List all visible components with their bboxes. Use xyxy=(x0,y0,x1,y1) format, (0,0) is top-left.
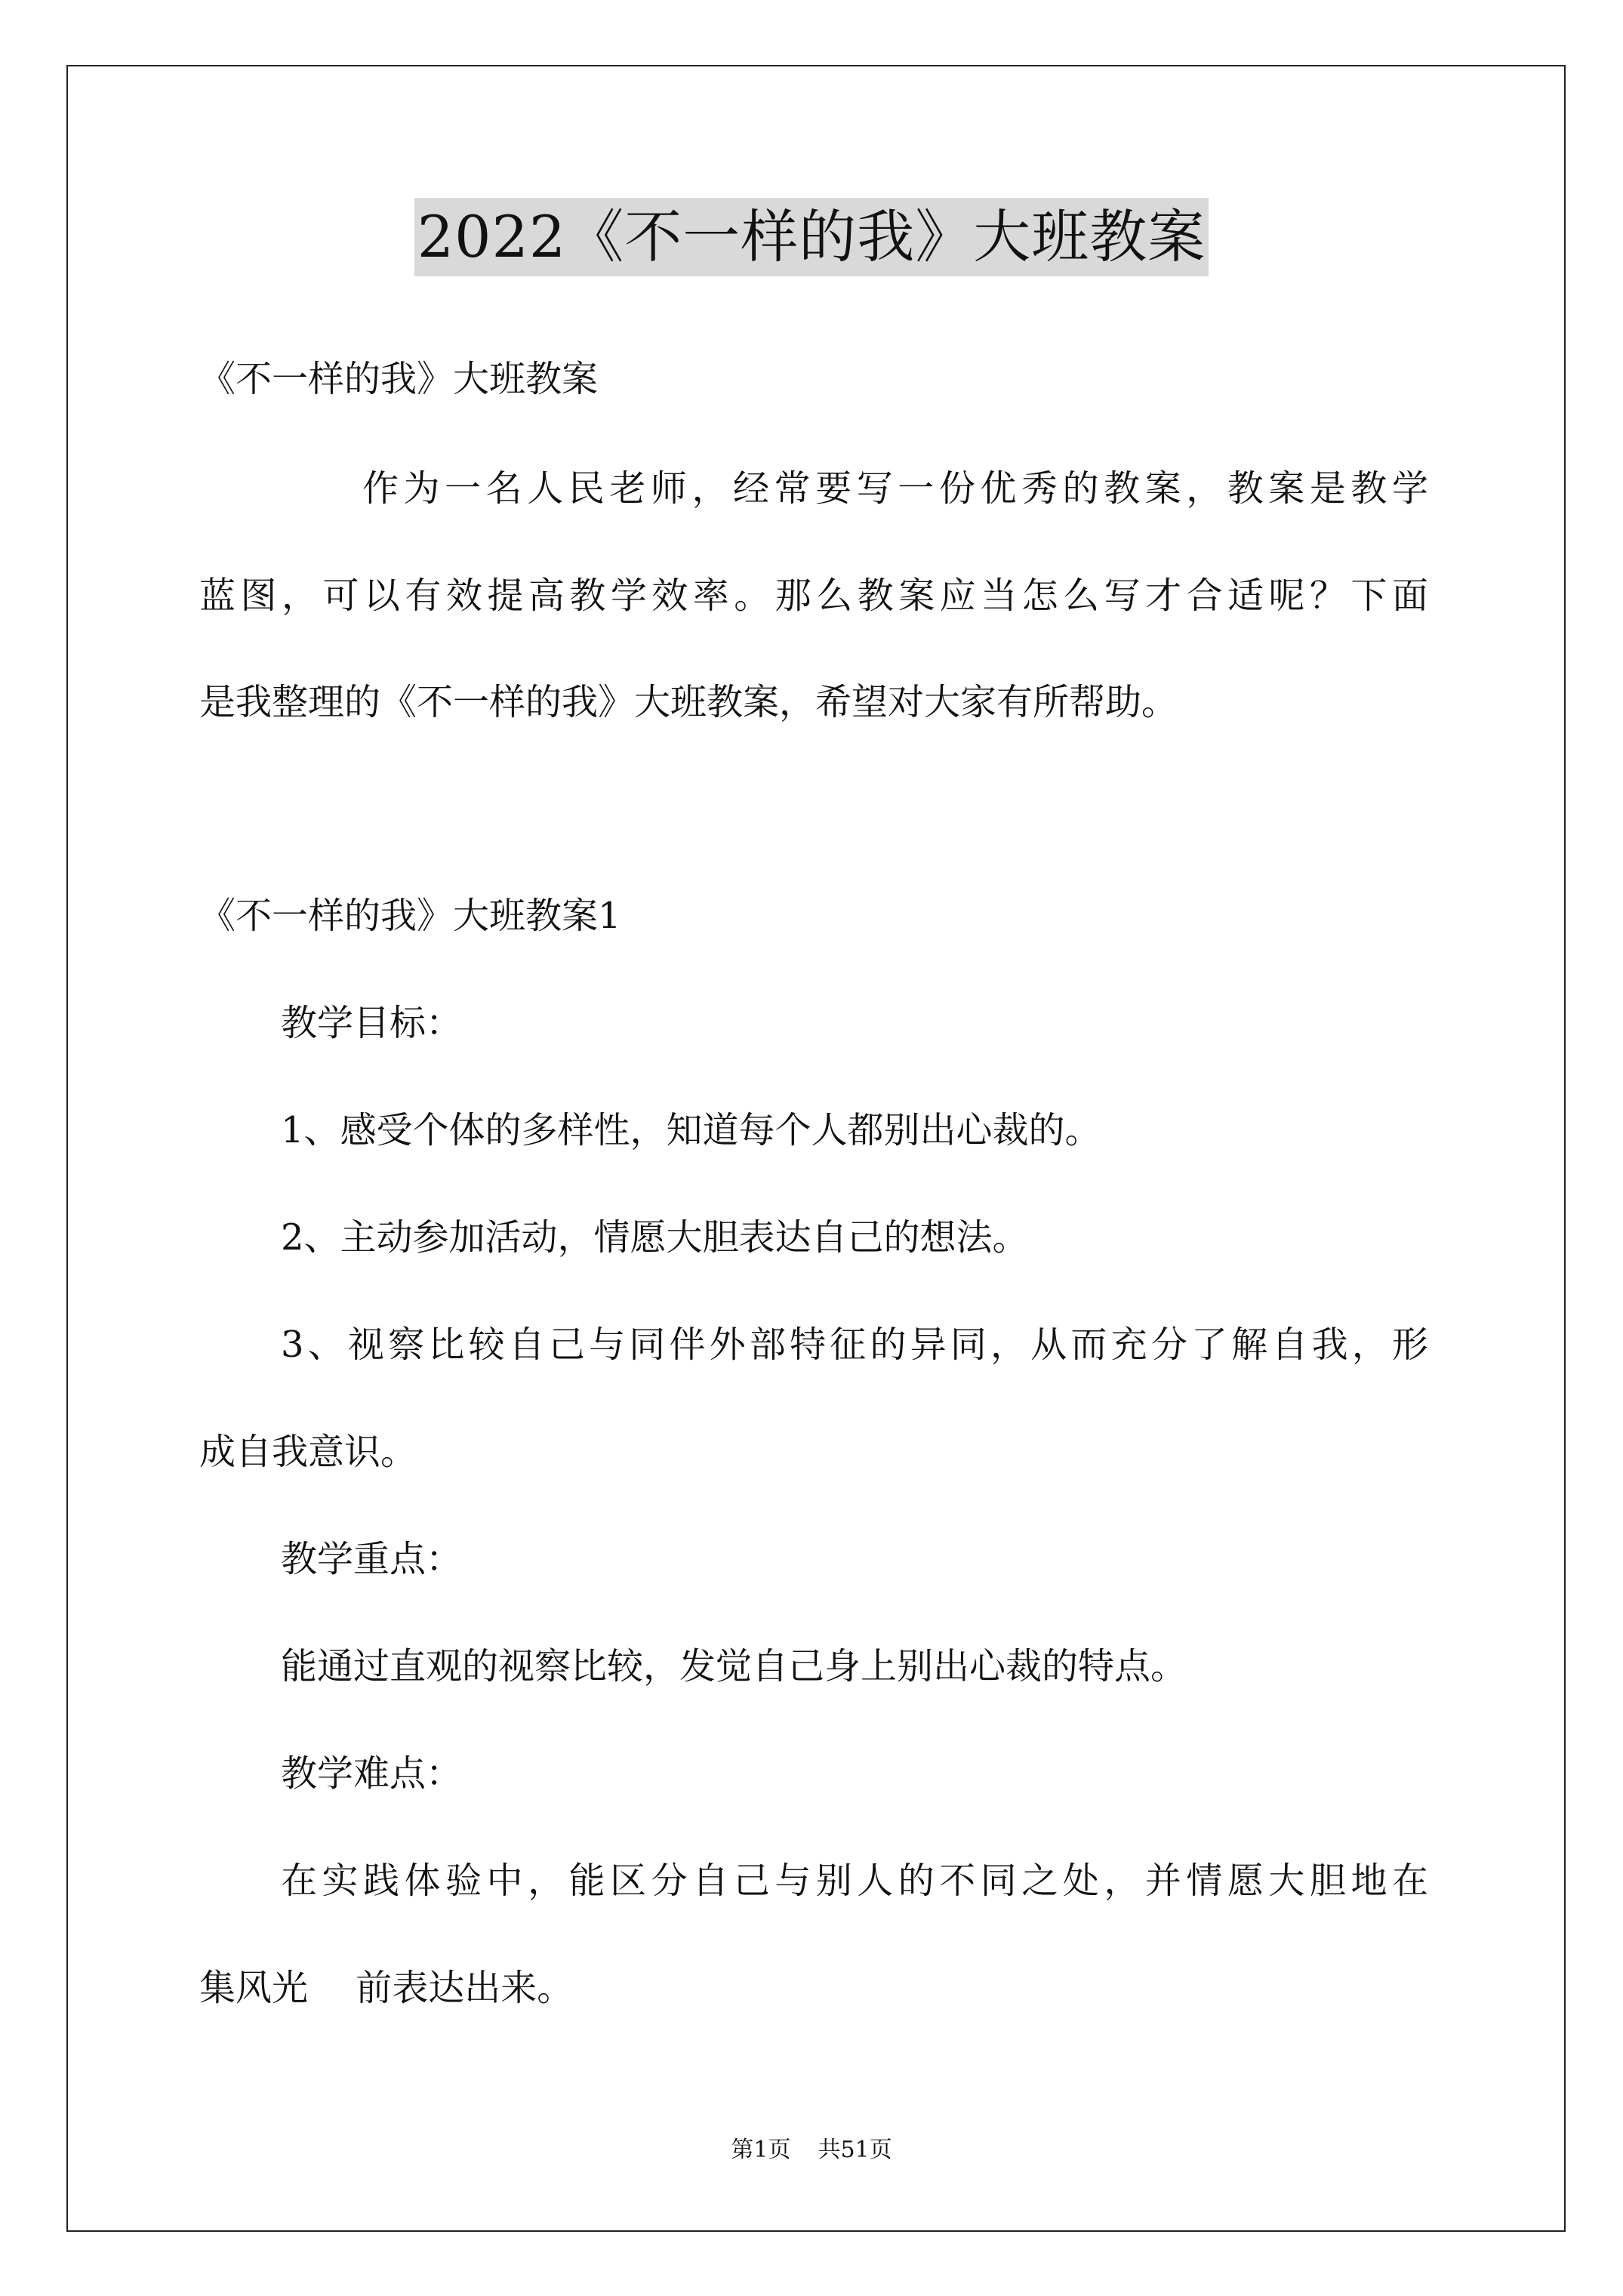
title-wrap xyxy=(0,198,1623,276)
goal-3-line-1: 3、视察比较自己与同伴外部特征的异同，从而充分了解自我，形 xyxy=(281,1324,1428,1366)
intro-line-3: 是我整理的《不一样的我》大班教案，希望对大家有所帮助。 xyxy=(199,681,1178,723)
page-number-total: 共51页 xyxy=(818,2137,892,2163)
difficulty-line-2: 集风光 前表达出来。 xyxy=(199,1967,574,2009)
intro-line-2: 蓝图，可以有效提高教学效率。那么教案应当怎么写才合适呢？下面 xyxy=(199,575,1428,617)
document-title: 2022《不一样的我》大班教案 xyxy=(414,198,1209,276)
difficulty-line-1: 在实践体验中，能区分自己与别人的不同之处，并情愿大胆地在 xyxy=(281,1860,1428,1902)
page-number-current: 第1页 xyxy=(731,2137,791,2163)
goals-heading: 教学目标： xyxy=(281,1002,463,1044)
page-footer xyxy=(0,2135,1623,2165)
document-subtitle: 《不一样的我》大班教案 xyxy=(199,358,599,400)
goal-2: 2、主动参加活动，情愿大胆表达自己的想法。 xyxy=(281,1216,1029,1259)
goal-1: 1、感受个体的多样性，知道每个人都别出心裁的。 xyxy=(281,1109,1101,1151)
difficulty-heading: 教学难点： xyxy=(281,1752,463,1795)
intro-line-1: 作为一名人民老师，经常要写一份优秀的教案，教案是教学 xyxy=(362,467,1428,510)
section-title: 《不一样的我》大班教案1 xyxy=(199,895,621,937)
goal-3-line-2: 成自我意识。 xyxy=(199,1431,417,1473)
key-text: 能通过直观的视察比较，发觉自己身上别出心裁的特点。 xyxy=(281,1645,1187,1687)
key-heading: 教学重点： xyxy=(281,1538,463,1580)
